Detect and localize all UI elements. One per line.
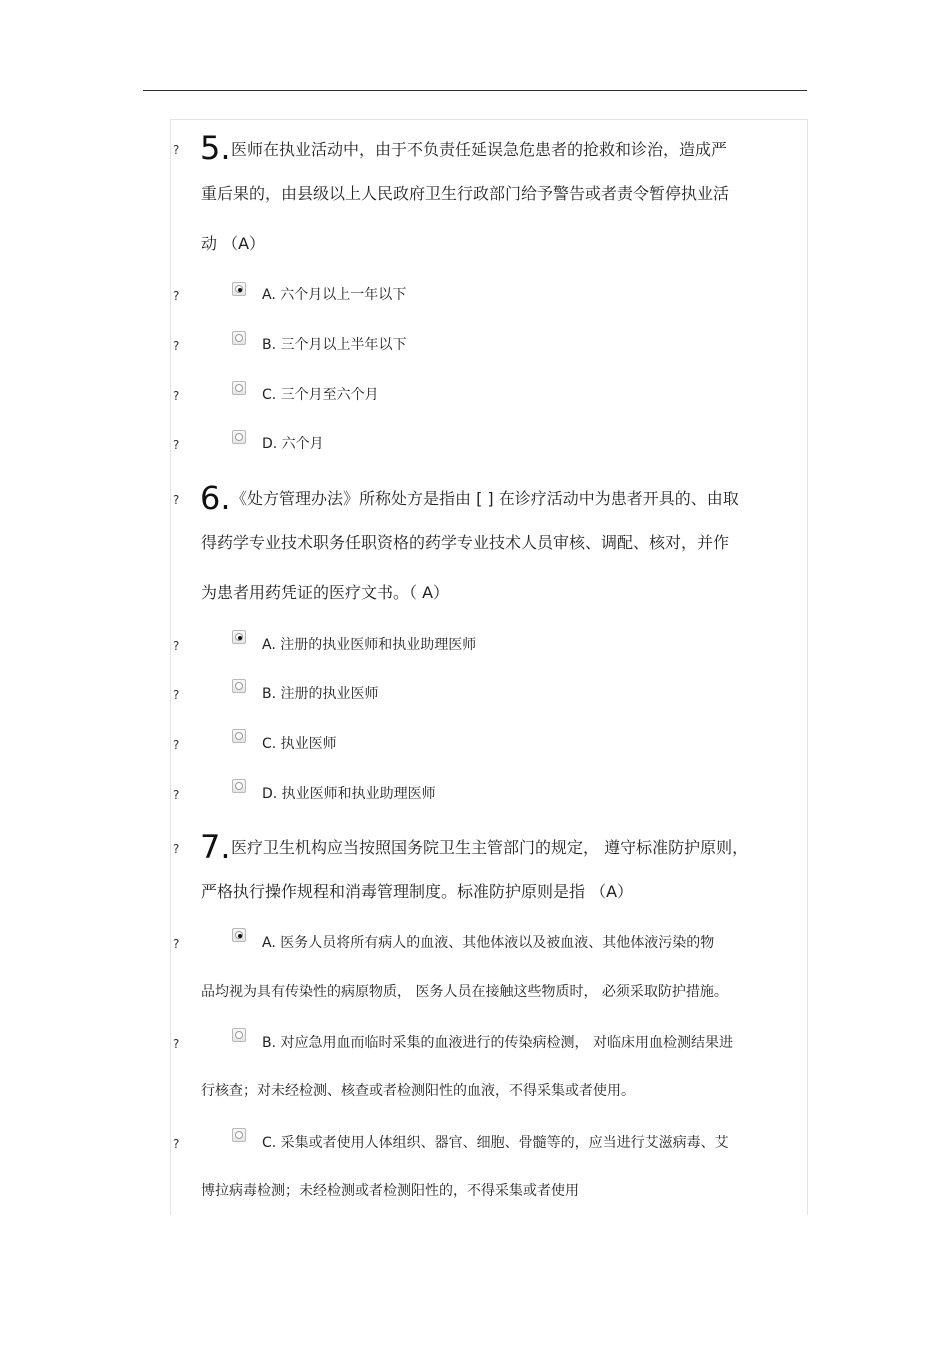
bullet-marker: ?	[173, 1137, 180, 1151]
option-label: B. 注册的执业医师	[262, 686, 379, 702]
option-label: B. 三个月以上半年以下	[262, 337, 407, 353]
question-text-line: 医疗卫生机构应当按照国务院卫生主管部门的规定， 遵守标准防护原则，	[231, 838, 749, 857]
radio-option-d[interactable]	[232, 430, 246, 444]
option-label: C. 执业医师	[262, 736, 337, 752]
option-label: A. 六个月以上一年以下	[262, 287, 407, 303]
question-text-line: 得药学专业技术职务任职资格的药学专业技术人员审核、调配、核对，并作	[201, 533, 730, 552]
option-label: D. 执业医师和执业助理医师	[262, 786, 436, 802]
option-label-continued: 行核查；对未经检测、核查或者检测阳性的血液，不得采集或者使用。	[201, 1083, 635, 1099]
radio-option-c[interactable]	[232, 729, 246, 743]
bullet-marker: ?	[173, 738, 180, 752]
bullet-marker: ?	[173, 842, 180, 856]
header-rule	[143, 90, 807, 91]
question-number: 5.	[200, 129, 231, 167]
question-text-line: 动 （A）	[201, 234, 266, 253]
bullet-marker: ?	[173, 493, 180, 507]
bullet-marker: ?	[173, 788, 180, 802]
bullet-marker: ?	[173, 289, 180, 303]
option-label-continued: 博拉病毒检测；未经检测或者检测阳性的，不得采集或者使用	[201, 1183, 579, 1199]
radio-option-b[interactable]	[232, 679, 246, 693]
question-text-line: 《处方管理办法》所称处方是指由 [ ] 在诊疗活动中为患者开具的、由取	[231, 489, 739, 508]
radio-option-a[interactable]	[232, 928, 246, 942]
bullet-marker: ?	[173, 339, 180, 353]
question-text-line: 重后果的，由县级以上人民政府卫生行政部门给予警告或者责令暂停执业活	[201, 184, 730, 203]
option-label: C. 三个月至六个月	[262, 387, 379, 403]
question-number: 6.	[200, 479, 231, 517]
bullet-marker: ?	[173, 438, 180, 452]
bullet-marker: ?	[173, 143, 180, 157]
option-label-continued: 品均视为具有传染性的病原物质， 医务人员在接触这些物质时， 必须采取防护措施。	[201, 984, 728, 1000]
option-label: A. 医务人员将所有病人的血液、其他体液以及被血液、其他体液污染的物	[262, 935, 715, 951]
radio-option-c[interactable]	[232, 381, 246, 395]
radio-option-c[interactable]	[232, 1128, 246, 1142]
bullet-marker: ?	[173, 688, 180, 702]
question-number: 7.	[200, 828, 231, 866]
bullet-marker: ?	[173, 639, 180, 653]
question-text-line: 为患者用药凭证的医疗文书。（ A）	[201, 583, 450, 602]
question-text-line: 严格执行操作规程和消毒管理制度。标准防护原则是指 （A）	[201, 882, 634, 901]
bullet-marker: ?	[173, 389, 180, 403]
option-label: A. 注册的执业医师和执业助理医师	[262, 637, 477, 653]
radio-option-a[interactable]	[232, 630, 246, 644]
radio-option-d[interactable]	[232, 779, 246, 793]
radio-option-b[interactable]	[232, 1028, 246, 1042]
option-label: B. 对应急用血而临时采集的血液进行的传染病检测， 对临床用血检测结果进	[262, 1035, 733, 1051]
radio-option-b[interactable]	[232, 331, 246, 345]
option-label: C. 采集或者使用人体组织、器官、细胞、骨髓等的，应当进行艾滋病毒、艾	[262, 1135, 729, 1151]
radio-option-a[interactable]	[232, 282, 246, 296]
question-text-line: 医师在执业活动中，由于不负责任延误急危患者的抢救和诊治，造成严	[231, 140, 728, 159]
option-label: D. 六个月	[262, 436, 324, 452]
bullet-marker: ?	[173, 937, 180, 951]
bullet-marker: ?	[173, 1037, 180, 1051]
